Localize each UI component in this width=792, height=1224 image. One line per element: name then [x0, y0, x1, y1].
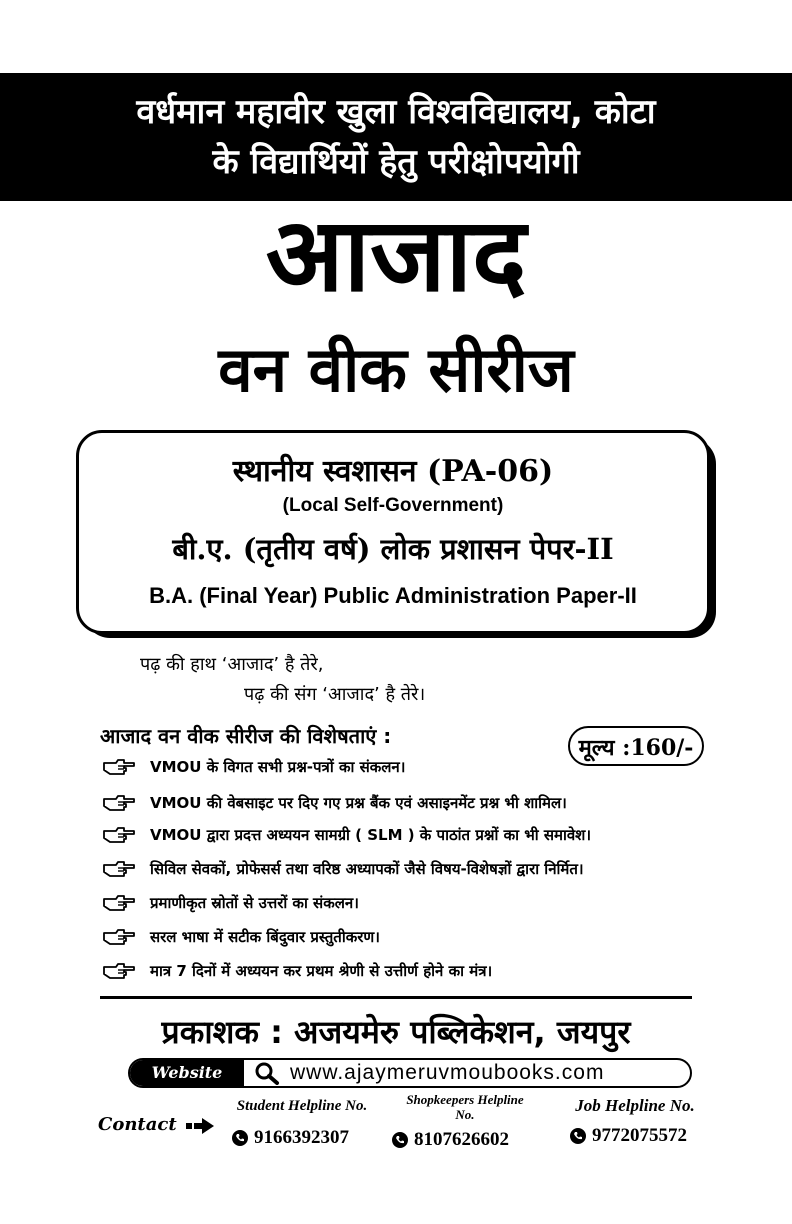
feature-item [102, 752, 405, 782]
feature-item [102, 788, 567, 818]
brand-title: आजाद [265, 196, 527, 315]
shopkeepers-helpline-phone[interactable] [392, 1129, 509, 1151]
feature-text: प्रमाणीकृत स्रोतों से उत्तरों का संकलन। [150, 894, 359, 912]
top-banner [0, 73, 792, 201]
subject-english-title: (Local Self-Government) [282, 495, 504, 516]
contact-label: Contact [98, 1114, 177, 1135]
feature-item [102, 922, 380, 952]
price-badge: मूल्य :160/- [568, 726, 704, 766]
pointing-hand-icon [102, 756, 136, 778]
phone-icon [570, 1128, 586, 1144]
phone-icon [232, 1130, 248, 1146]
pointing-hand-icon [102, 792, 136, 814]
feature-text: सरल भाषा में सटीक बिंदुवार प्रस्तुतीकरण। [150, 928, 380, 946]
publisher: प्रकाशक : अजयमेरु पब्लिकेशन, जयपुर [161, 1013, 631, 1051]
feature-text: मात्र 7 दिनों में अध्ययन कर प्रथम श्रेणी से उत्तीर्ण होने का मंत्र। [150, 962, 493, 980]
divider [100, 996, 692, 999]
pointing-hand-icon [102, 858, 136, 880]
arrow-right-icon [186, 1118, 214, 1134]
pointing-hand-icon [102, 960, 136, 982]
features-heading: आजाद वन वीक सीरीज की विशेषताएं : [100, 724, 392, 748]
feature-item [102, 820, 591, 850]
banner-line-2: के विद्यार्थियों हेतु परीक्षोपयोगी [212, 142, 580, 182]
feature-item [102, 888, 359, 918]
phone-number: 8107626602 [414, 1129, 509, 1150]
banner-line-1: वर्धमान महावीर खुला विश्वविद्यालय, कोटा [136, 92, 656, 132]
job-helpline-label: Job Helpline No. [575, 1096, 695, 1115]
subject-box [76, 430, 710, 634]
pointing-hand-icon [102, 824, 136, 846]
website-label: Website [130, 1060, 244, 1086]
feature-text: VMOU के विगत सभी प्रश्न-पत्रों का संकलन। [150, 758, 406, 776]
series-title: वन वीक सीरीज [218, 333, 574, 406]
verse-line-1: पढ़ की हाथ ‘आजाद’ है तेरे, [140, 654, 324, 675]
student-helpline-phone[interactable] [232, 1127, 349, 1149]
job-helpline-phone[interactable] [570, 1125, 687, 1147]
phone-icon [392, 1132, 408, 1148]
feature-text: VMOU की वेबसाइट पर दिए गए प्रश्न बैंक एवं असाइनमेंट प्रश्न भी शामिल। [150, 794, 567, 812]
pointing-hand-icon [102, 892, 136, 914]
subject-hindi-title: स्थानीय स्वशासन (PA-06) [232, 454, 554, 489]
shopkeepers-helpline-label: Shopkeepers Helpline No. [406, 1092, 524, 1122]
phone-number: 9166392307 [254, 1127, 349, 1148]
search-icon [254, 1061, 280, 1085]
phone-number: 9772075572 [592, 1125, 687, 1146]
verse-line-2: पढ़ की संग ‘आजाद’ है तेरे। [244, 684, 426, 705]
pointing-hand-icon [102, 926, 136, 948]
course-english: B.A. (Final Year) Public Administration Paper-II [149, 583, 637, 608]
student-helpline-label: Student Helpline No. [236, 1098, 368, 1114]
feature-text: VMOU द्वारा प्रदत्त अध्ययन सामग्री ( SLM ) के पाठांत प्रश्नों का भी समावेश। [150, 826, 592, 844]
course-hindi: बी.ए. (तृतीय वर्ष) लोक प्रशासन पेपर-II [172, 532, 614, 566]
feature-text: सिविल सेवकों, प्रोफेसर्स तथा वरिष्ठ अध्यापकों जैसे विषय-विशेषज्ञों द्वारा निर्मित। [150, 860, 584, 878]
feature-item [102, 854, 584, 884]
feature-item [102, 956, 492, 986]
website-link[interactable]: www.ajaymeruvmoubooks.com [290, 1061, 605, 1084]
